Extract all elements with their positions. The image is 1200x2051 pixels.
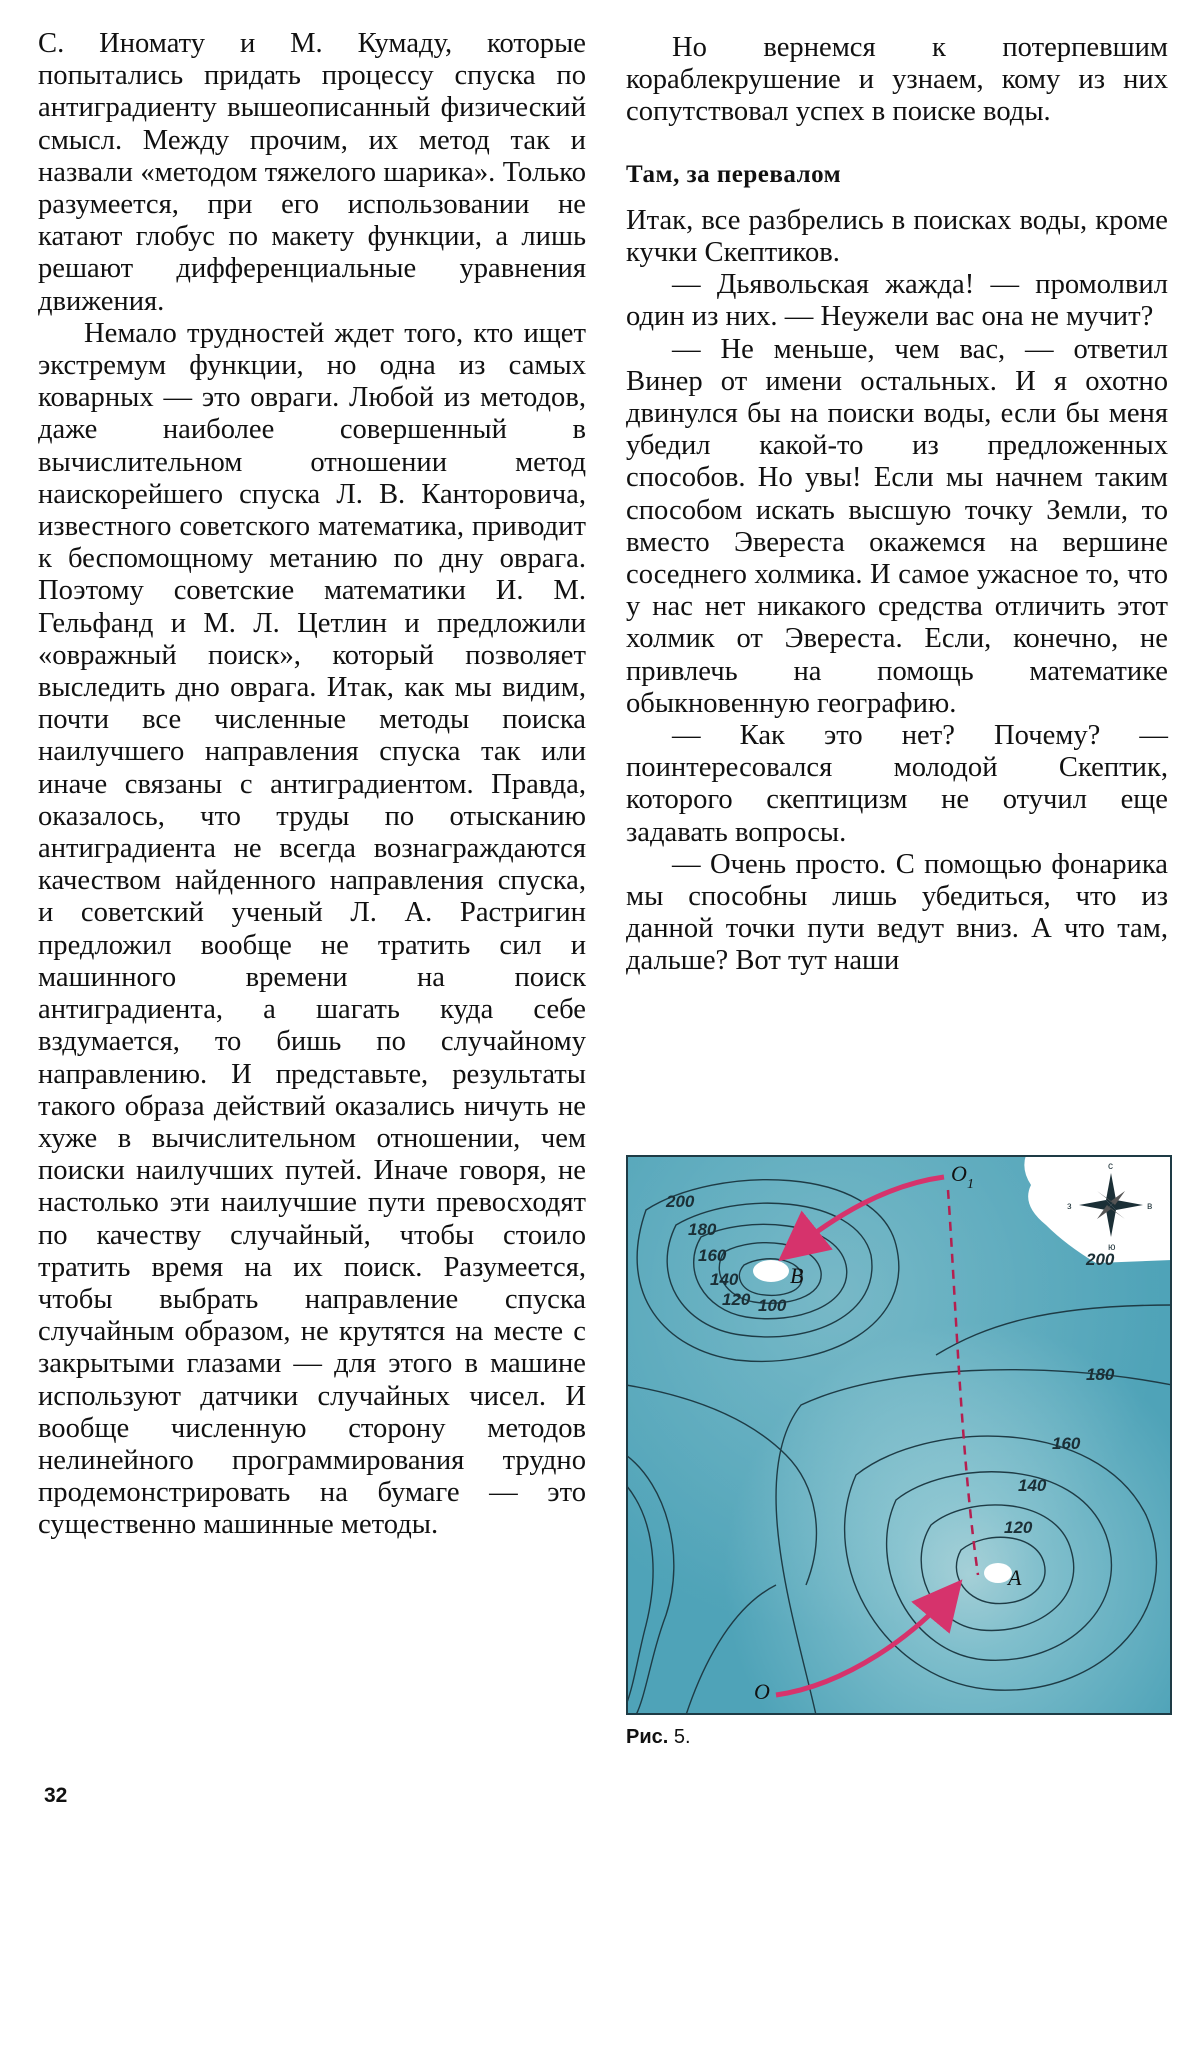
right-paragraph-1: Но вернемся к потерпевшим кораблекрушение и узнаем, кому из них сопутствовал успех в поиске воды. [626, 32, 1168, 128]
contour-label-b-180: 180 [688, 1220, 717, 1239]
right-paragraph-6: — Очень просто. С помощью фонарика мы способны лишь убедиться, что из данной точки пути ведут вниз. А что там, дальше? Вот тут наши [626, 848, 1168, 977]
point-label-o1: O [951, 1161, 967, 1186]
compass-west: з [1067, 1201, 1072, 1212]
contour-label-b-140: 140 [710, 1270, 739, 1289]
page-number: 32 [44, 1784, 68, 1807]
left-paragraph-1: С. Иномату и М. Кумаду, которые попытались придать процессу спуска по антиградиенту вышеописанный физический смысл. Между прочим, их метод так и назвали «методом тяжелого шарика». Только разумеется, при его использовании не катают глобус по макету функции, а лишь решают дифференциальные уравнения движения. [38, 28, 586, 317]
contour-label-a-140: 140 [1018, 1476, 1047, 1495]
contour-map-figure [626, 1155, 1172, 2051]
left-column [38, 28, 586, 1542]
right-column [626, 32, 1168, 978]
contour-label-a-160: 160 [1052, 1434, 1081, 1453]
contour-map [626, 1155, 1172, 1715]
contour-label-b-200: 200 [666, 1192, 695, 1211]
point-label-o1-subscript: 1 [967, 1177, 974, 1192]
caption-label: Рис. [626, 1726, 669, 1748]
compass-east: в [1147, 1201, 1153, 1212]
contour-label-a-180: 180 [1086, 1365, 1115, 1384]
caption-number: 5. [673, 1726, 691, 1748]
section-heading: Там, за перевалом [626, 160, 842, 188]
right-paragraph-2: Итак, все разбрелись в поисках воды, кроме кучки Скептиков. [626, 204, 1168, 269]
right-paragraph-3: — Дьявольская жажда! — промолвил один из них. — Неужели вас она не мучит? [626, 269, 1168, 333]
right-paragraph-4: — Не меньше, чем вас, — ответил Винер от имени остальных. И я охотно двинулся бы на поиски воды, если бы меня убедил какой-то из предложенных способов. Но увы! Если мы начнем таким способом искать высшую точку Земли, то вместо Эвереста окажемся на вершине соседнего холмика. И самое ужасное то, что у нас нет никакого средства отличить этот холмик от Эвереста. Если, конечно, не привлечь на помощь математике обыкновенную географию. [626, 333, 1168, 719]
contour-label-b-160: 160 [698, 1246, 727, 1265]
point-label-b: B [790, 1263, 804, 1288]
contour-label-b-120: 120 [722, 1290, 751, 1309]
point-label-a: A [1008, 1565, 1022, 1590]
summit-b [753, 1260, 789, 1282]
point-label-o: O [754, 1679, 770, 1704]
compass-south: ю [1108, 1242, 1116, 1253]
right-paragraph-5: — Как это нет? Почему? — поинтересовался молодой Скептик, которого скептицизм не отучил еще задавать вопросы. [626, 720, 1168, 848]
contour-label-edge-200: 200 [1086, 1250, 1115, 1269]
figure-caption [626, 1726, 691, 1749]
left-paragraph-2: Немало трудностей ждет того, кто ищет экстремум функции, но одна из самых коварных — это овраги. Любой из методов, даже наиболее совершенный в вычислительном отношении метод наискорейшего спуска Л. В. Канторовича, известного советского математика, приводит к беспомощному метанию по дну оврага. Поэтому советские математики И. М. Гельфанд и М. Л. Цетлин и предложили «овражный поиск», который позволяет выследить дно оврага. Итак, как мы видим, почти все численные методы поиска наилучшего направления спуска так или иначе связаны с антиградиентом. Правда, оказалось, что труды по отысканию антиградиента не всегда вознаграждаются качеством найденного направления спуска, и советский ученый Л. А. Растригин предложил вообще не тратить сил и машинного времени на поиск антиградиента, а шагать куда себе вздумается, то бишь по случайному направлению. И представьте, результаты такого образа действий оказались ничуть не хуже в вычислительном отношении, чем поиски наилучших путей. Иначе говоря, не настолько эти наилучшие пути превосходят по качеству случайный, чтобы стоило тратить время на их поиск. Разумеется, чтобы выбрать направление спуска случайным образом, не крутятся на месте с закрытыми глазами — для этого в машине используют датчики случайных чисел. И вообще численную сторону методов нелинейного программирования трудно продемонстрировать на бумаге — это существенно машинные методы. [38, 317, 586, 1541]
contour-label-b-100: 100 [758, 1296, 787, 1315]
contour-label-a-120: 120 [1004, 1518, 1033, 1537]
compass-north: с [1108, 1161, 1113, 1172]
